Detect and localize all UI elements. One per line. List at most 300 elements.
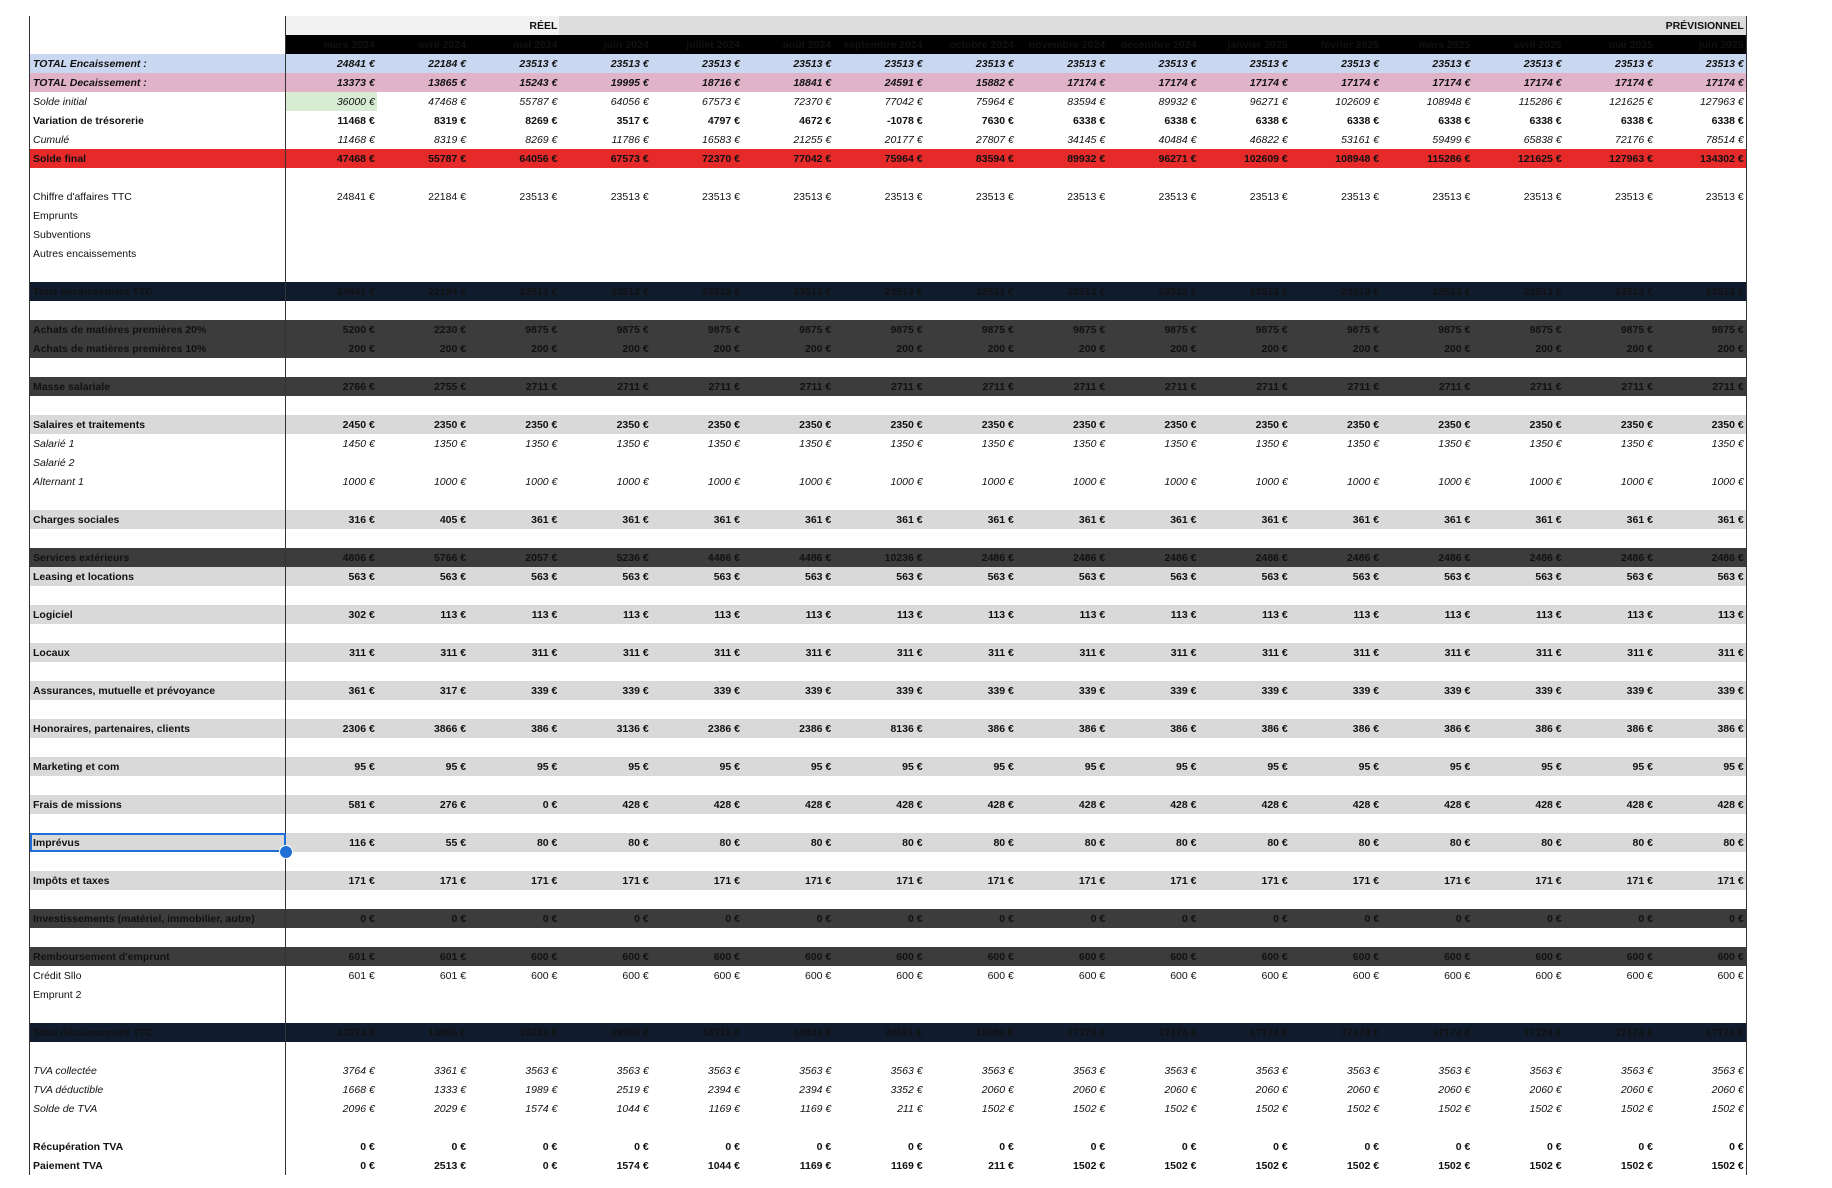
month-header[interactable]: juillet 2024 <box>651 35 742 54</box>
value-cell[interactable]: 2060 € <box>1620 1083 1653 1096</box>
value-cell[interactable]: 3563 € <box>981 1064 1014 1077</box>
value-cell[interactable] <box>1107 529 1198 548</box>
value-cell[interactable] <box>1472 1042 1563 1061</box>
value-cell[interactable] <box>1655 206 1746 225</box>
value-cell[interactable] <box>833 776 924 795</box>
row-label-cell[interactable]: Cumulé <box>30 130 286 149</box>
value-cell[interactable] <box>742 890 833 909</box>
value-cell[interactable]: 361 € <box>1016 510 1107 529</box>
value-cell[interactable]: 18716 € <box>651 1023 742 1042</box>
value-cell[interactable]: 428 € <box>1472 795 1563 814</box>
value-cell[interactable]: 1502 € <box>1438 1159 1471 1172</box>
value-cell[interactable] <box>1290 1004 1381 1023</box>
value-cell[interactable]: 600 € <box>1535 969 1562 982</box>
value-cell[interactable]: 1000 € <box>1529 475 1562 488</box>
value-cell[interactable]: 171 € <box>925 871 1016 890</box>
value-cell[interactable]: 17174 € <box>1016 73 1107 92</box>
value-cell[interactable] <box>1198 1004 1289 1023</box>
value-cell[interactable] <box>1381 244 1472 263</box>
value-cell[interactable]: 2350 € <box>377 415 468 434</box>
value-cell[interactable]: 108948 € <box>1426 95 1471 108</box>
value-cell[interactable]: 116 € <box>286 833 377 852</box>
value-cell[interactable]: 563 € <box>468 567 559 586</box>
value-cell[interactable] <box>1564 1118 1655 1137</box>
value-cell[interactable]: 311 € <box>1016 643 1107 662</box>
value-cell[interactable]: 200 € <box>1655 339 1746 358</box>
value-cell[interactable] <box>1198 244 1289 263</box>
value-cell[interactable] <box>1016 1118 1107 1137</box>
row-label-cell[interactable] <box>30 890 286 909</box>
value-cell[interactable]: 428 € <box>1016 795 1107 814</box>
value-cell[interactable]: 2350 € <box>742 415 833 434</box>
value-cell[interactable] <box>833 985 924 1004</box>
value-cell[interactable]: 2350 € <box>559 415 650 434</box>
value-cell[interactable] <box>559 928 650 947</box>
value-cell[interactable] <box>651 852 742 871</box>
value-cell[interactable] <box>1016 358 1107 377</box>
value-cell[interactable]: 1350 € <box>1164 437 1197 450</box>
value-cell[interactable]: 171 € <box>651 871 742 890</box>
value-cell[interactable] <box>1198 700 1289 719</box>
value-cell[interactable] <box>1107 586 1198 605</box>
value-cell[interactable] <box>1016 624 1107 643</box>
value-cell[interactable]: 23513 € <box>1341 190 1380 203</box>
value-cell[interactable] <box>742 776 833 795</box>
value-cell[interactable] <box>925 852 1016 871</box>
value-cell[interactable]: 339 € <box>1198 681 1289 700</box>
value-cell[interactable]: 9875 € <box>1472 320 1563 339</box>
value-cell[interactable] <box>1016 985 1107 1004</box>
value-cell[interactable] <box>925 206 1016 225</box>
value-cell[interactable]: 428 € <box>925 795 1016 814</box>
row-label-cell[interactable] <box>30 586 286 605</box>
row-label-cell[interactable]: Subventions <box>30 225 286 244</box>
value-cell[interactable]: 600 € <box>1016 947 1107 966</box>
value-cell[interactable]: 23513 € <box>1432 190 1471 203</box>
value-cell[interactable]: 1350 € <box>890 437 923 450</box>
value-cell[interactable]: 2711 € <box>742 377 833 396</box>
section-previsionnel[interactable]: PRÉVISIONNEL <box>559 16 1746 35</box>
value-cell[interactable]: 1502 € <box>1438 1102 1471 1115</box>
value-cell[interactable] <box>742 206 833 225</box>
value-cell[interactable]: 200 € <box>468 339 559 358</box>
value-cell[interactable] <box>559 1004 650 1023</box>
value-cell[interactable]: 8269 € <box>525 133 558 146</box>
value-cell[interactable]: 600 € <box>1198 947 1289 966</box>
value-cell[interactable] <box>1564 738 1655 757</box>
value-cell[interactable]: 17174 € <box>1472 73 1563 92</box>
value-cell[interactable]: 428 € <box>1107 795 1198 814</box>
value-cell[interactable]: 1169 € <box>799 1102 832 1115</box>
value-cell[interactable] <box>1655 700 1746 719</box>
value-cell[interactable]: 563 € <box>286 567 377 586</box>
value-cell[interactable]: 2060 € <box>1655 1080 1746 1099</box>
value-cell[interactable]: 171 € <box>1016 871 1107 890</box>
value-cell[interactable]: 1502 € <box>1164 1159 1197 1172</box>
value-cell[interactable]: 2486 € <box>1472 548 1563 567</box>
value-cell[interactable]: 2486 € <box>1016 548 1107 567</box>
value-cell[interactable] <box>1472 1118 1563 1137</box>
value-cell[interactable] <box>1655 396 1746 415</box>
value-cell[interactable] <box>651 662 742 681</box>
value-cell[interactable]: 2350 € <box>1564 415 1655 434</box>
row-label-cell[interactable]: Autres encaissements <box>30 244 286 263</box>
value-cell[interactable] <box>651 1118 742 1137</box>
value-cell[interactable]: 13865 € <box>377 1023 468 1042</box>
value-cell[interactable]: 1502 € <box>1529 1159 1562 1172</box>
value-cell[interactable]: 0 € <box>1455 1140 1471 1153</box>
value-cell[interactable]: 1350 € <box>1346 437 1380 450</box>
value-cell[interactable]: 80 € <box>925 833 1016 852</box>
value-cell[interactable]: 83594 € <box>1067 95 1106 108</box>
value-cell[interactable] <box>1107 1004 1198 1023</box>
value-cell[interactable]: 3361 € <box>433 1064 467 1077</box>
value-cell[interactable] <box>1472 168 1563 187</box>
value-cell[interactable] <box>1564 814 1655 833</box>
value-cell[interactable]: 1350 € <box>1255 437 1288 450</box>
row-label-cell[interactable]: Marketing et com <box>30 757 286 776</box>
value-cell[interactable] <box>1290 358 1381 377</box>
value-cell[interactable] <box>1016 738 1107 757</box>
value-cell[interactable]: 1350 € <box>981 437 1014 450</box>
value-cell[interactable] <box>1107 985 1198 1004</box>
value-cell[interactable]: 1502 € <box>981 1102 1014 1115</box>
month-header[interactable]: avril 2025 <box>1472 35 1563 54</box>
row-label-cell[interactable] <box>30 1004 286 1023</box>
row-label-cell[interactable]: Chiffre d'affaires TTC <box>30 187 286 206</box>
month-header-corner[interactable] <box>30 35 286 54</box>
value-cell[interactable] <box>651 491 742 510</box>
value-cell[interactable]: 23513 € <box>1381 54 1472 73</box>
value-cell[interactable] <box>1016 491 1107 510</box>
value-cell[interactable] <box>925 1004 1016 1023</box>
value-cell[interactable]: 95 € <box>925 757 1016 776</box>
value-cell[interactable] <box>286 852 377 871</box>
value-cell[interactable] <box>1472 263 1563 282</box>
value-cell[interactable]: 55787 € <box>519 95 558 108</box>
value-cell[interactable] <box>1107 624 1198 643</box>
value-cell[interactable]: 113 € <box>1655 605 1746 624</box>
value-cell[interactable] <box>1564 776 1655 795</box>
value-cell[interactable]: 23513 € <box>833 54 924 73</box>
value-cell[interactable] <box>286 206 377 225</box>
value-cell[interactable]: 9875 € <box>1198 320 1289 339</box>
value-cell[interactable]: 19995 € <box>559 73 650 92</box>
row-label-cell[interactable] <box>30 358 286 377</box>
value-cell[interactable] <box>286 738 377 757</box>
value-cell[interactable]: 1044 € <box>616 1102 649 1115</box>
value-cell[interactable]: 121625 € <box>1472 149 1563 168</box>
value-cell[interactable]: 0 € <box>1290 909 1381 928</box>
value-cell[interactable] <box>1290 662 1381 681</box>
value-cell[interactable]: 2394 € <box>799 1083 832 1096</box>
row-label-cell[interactable]: TVA collectée <box>30 1061 286 1080</box>
value-cell[interactable] <box>651 168 742 187</box>
value-cell[interactable] <box>1564 168 1655 187</box>
value-cell[interactable]: 3563 € <box>1655 1061 1746 1080</box>
value-cell[interactable]: 0 € <box>651 909 742 928</box>
value-cell[interactable] <box>925 358 1016 377</box>
value-cell[interactable] <box>1472 662 1563 681</box>
month-header[interactable]: septembre 2024 <box>833 35 924 54</box>
value-cell[interactable] <box>468 225 559 244</box>
value-cell[interactable]: 1000 € <box>433 475 467 488</box>
value-cell[interactable] <box>286 1042 377 1061</box>
value-cell[interactable]: 1502 € <box>1655 1156 1746 1175</box>
value-cell[interactable] <box>1564 586 1655 605</box>
value-cell[interactable]: 113 € <box>1381 605 1472 624</box>
value-cell[interactable]: 23513 € <box>651 54 742 73</box>
value-cell[interactable] <box>1381 263 1472 282</box>
value-cell[interactable]: 2230 € <box>377 320 468 339</box>
value-cell[interactable] <box>833 890 924 909</box>
value-cell[interactable]: 113 € <box>377 605 468 624</box>
row-label-cell[interactable]: Impôts et taxes <box>30 871 286 890</box>
month-header[interactable]: mars 2025 <box>1381 35 1472 54</box>
value-cell[interactable] <box>925 529 1016 548</box>
value-cell[interactable] <box>559 700 650 719</box>
value-cell[interactable]: 27807 € <box>975 133 1014 146</box>
value-cell[interactable]: 95 € <box>742 757 833 776</box>
value-cell[interactable]: 361 € <box>286 681 377 700</box>
value-cell[interactable]: 24841 € <box>336 190 375 203</box>
value-cell[interactable]: 127963 € <box>1564 149 1655 168</box>
value-cell[interactable]: 361 € <box>925 510 1016 529</box>
value-cell[interactable]: -1078 € <box>886 114 923 127</box>
value-cell[interactable] <box>742 985 833 1004</box>
value-cell[interactable]: 113 € <box>1198 605 1289 624</box>
value-cell[interactable] <box>1655 244 1746 263</box>
value-cell[interactable]: 1350 € <box>1655 434 1746 453</box>
value-cell[interactable] <box>1016 244 1107 263</box>
value-cell[interactable] <box>1016 1004 1107 1023</box>
value-cell[interactable] <box>286 928 377 947</box>
value-cell[interactable]: 0 € <box>559 909 650 928</box>
value-cell[interactable]: 302 € <box>286 605 377 624</box>
value-cell[interactable]: 4672 € <box>799 114 832 127</box>
value-cell[interactable]: 9875 € <box>1381 320 1472 339</box>
value-cell[interactable]: 428 € <box>833 795 924 814</box>
value-cell[interactable]: 121625 € <box>1609 95 1653 108</box>
value-cell[interactable]: 17174 € <box>1290 1023 1381 1042</box>
value-cell[interactable]: 95 € <box>651 757 742 776</box>
value-cell[interactable]: 2350 € <box>1290 415 1381 434</box>
value-cell[interactable] <box>833 453 924 472</box>
value-cell[interactable] <box>1107 814 1198 833</box>
value-cell[interactable] <box>1290 776 1381 795</box>
value-cell[interactable] <box>286 244 377 263</box>
value-cell[interactable]: 600 € <box>1261 969 1288 982</box>
value-cell[interactable] <box>1564 263 1655 282</box>
value-cell[interactable] <box>1198 985 1289 1004</box>
value-cell[interactable]: 23513 € <box>702 190 740 203</box>
value-cell[interactable] <box>1016 700 1107 719</box>
value-cell[interactable] <box>1107 301 1198 320</box>
value-cell[interactable]: 600 € <box>1655 966 1746 985</box>
value-cell[interactable]: 3136 € <box>559 719 650 738</box>
value-cell[interactable] <box>1564 453 1655 472</box>
value-cell[interactable]: 339 € <box>925 681 1016 700</box>
row-label-cell[interactable]: TOTAL Encaissement : <box>30 54 286 73</box>
value-cell[interactable]: 311 € <box>1290 643 1381 662</box>
value-cell[interactable] <box>1198 529 1289 548</box>
row-label-cell[interactable]: Variation de trésorerie <box>30 111 286 130</box>
value-cell[interactable]: 311 € <box>468 643 559 662</box>
row-label-cell[interactable]: Solde final <box>30 149 286 168</box>
value-cell[interactable]: 3563 € <box>707 1064 740 1077</box>
value-cell[interactable]: 361 € <box>1290 510 1381 529</box>
value-cell[interactable] <box>1564 244 1655 263</box>
value-cell[interactable] <box>1381 662 1472 681</box>
value-cell[interactable]: 1502 € <box>1620 1102 1653 1115</box>
value-cell[interactable]: 1668 € <box>342 1083 375 1096</box>
value-cell[interactable] <box>925 244 1016 263</box>
value-cell[interactable]: 23513 € <box>610 190 649 203</box>
value-cell[interactable] <box>1107 358 1198 377</box>
value-cell[interactable]: 2513 € <box>433 1159 467 1172</box>
value-cell[interactable] <box>1655 1042 1746 1061</box>
value-cell[interactable] <box>1472 491 1563 510</box>
value-cell[interactable] <box>1198 453 1289 472</box>
value-cell[interactable]: 3563 € <box>1620 1064 1653 1077</box>
row-label-cell[interactable] <box>30 301 286 320</box>
value-cell[interactable]: 80 € <box>1290 833 1381 852</box>
value-cell[interactable]: 600 € <box>1444 969 1471 982</box>
value-cell[interactable] <box>286 396 377 415</box>
value-cell[interactable]: 0 € <box>1107 909 1198 928</box>
value-cell[interactable] <box>925 814 1016 833</box>
value-cell[interactable]: 1989 € <box>525 1083 558 1096</box>
value-cell[interactable]: 2386 € <box>651 719 742 738</box>
value-cell[interactable] <box>559 396 650 415</box>
value-cell[interactable] <box>1290 263 1381 282</box>
value-cell[interactable]: 23513 € <box>651 282 742 301</box>
value-cell[interactable]: 600 € <box>987 969 1014 982</box>
value-cell[interactable]: 0 € <box>1564 909 1655 928</box>
value-cell[interactable]: 95 € <box>559 757 650 776</box>
value-cell[interactable]: 34145 € <box>1067 133 1106 146</box>
value-cell[interactable] <box>925 624 1016 643</box>
value-cell[interactable]: 2711 € <box>1381 377 1472 396</box>
value-cell[interactable]: 0 € <box>286 909 377 928</box>
value-cell[interactable]: 311 € <box>1564 643 1655 662</box>
value-cell[interactable] <box>833 225 924 244</box>
value-cell[interactable] <box>1655 263 1746 282</box>
value-cell[interactable]: 200 € <box>742 339 833 358</box>
value-cell[interactable]: 55787 € <box>377 149 468 168</box>
value-cell[interactable] <box>833 586 924 605</box>
value-cell[interactable]: 1350 € <box>799 437 832 450</box>
value-cell[interactable] <box>1290 586 1381 605</box>
value-cell[interactable]: 428 € <box>1564 795 1655 814</box>
month-header[interactable]: août 2024 <box>742 35 833 54</box>
value-cell[interactable] <box>1381 225 1472 244</box>
value-cell[interactable]: 80 € <box>1472 833 1563 852</box>
value-cell[interactable] <box>468 168 559 187</box>
value-cell[interactable]: 339 € <box>1016 681 1107 700</box>
value-cell[interactable]: 200 € <box>559 339 650 358</box>
row-label-cell[interactable] <box>30 1042 286 1061</box>
value-cell[interactable]: 0 € <box>542 1159 558 1172</box>
row-label-cell[interactable] <box>30 624 286 643</box>
value-cell[interactable]: 563 € <box>1107 567 1198 586</box>
value-cell[interactable]: 3563 € <box>525 1064 558 1077</box>
value-cell[interactable] <box>833 1042 924 1061</box>
value-cell[interactable]: 6338 € <box>1529 114 1562 127</box>
value-cell[interactable]: 23513 € <box>1472 54 1563 73</box>
month-header[interactable]: janvier 2025 <box>1198 35 1289 54</box>
month-header[interactable]: juin 2024 <box>559 35 650 54</box>
value-cell[interactable] <box>559 890 650 909</box>
value-cell[interactable]: 3563 € <box>1073 1064 1106 1077</box>
value-cell[interactable]: 47468 € <box>428 95 467 108</box>
value-cell[interactable] <box>833 852 924 871</box>
value-cell[interactable] <box>559 738 650 757</box>
value-cell[interactable] <box>377 225 468 244</box>
value-cell[interactable]: 1350 € <box>707 437 740 450</box>
value-cell[interactable]: 2350 € <box>925 415 1016 434</box>
value-cell[interactable]: 601 € <box>348 969 375 982</box>
value-cell[interactable] <box>468 244 559 263</box>
value-cell[interactable]: 600 € <box>1352 969 1380 982</box>
value-cell[interactable] <box>1655 529 1746 548</box>
value-cell[interactable]: 2060 € <box>1529 1083 1562 1096</box>
value-cell[interactable]: 601 € <box>286 947 377 966</box>
value-cell[interactable]: 72370 € <box>651 149 742 168</box>
value-cell[interactable] <box>1381 529 1472 548</box>
value-cell[interactable]: 339 € <box>559 681 650 700</box>
value-cell[interactable]: 0 € <box>907 1140 923 1153</box>
value-cell[interactable] <box>742 301 833 320</box>
value-cell[interactable]: 361 € <box>833 510 924 529</box>
value-cell[interactable]: 9875 € <box>559 320 650 339</box>
value-cell[interactable] <box>651 985 742 1004</box>
value-cell[interactable]: 22184 € <box>377 282 468 301</box>
value-cell[interactable] <box>286 890 377 909</box>
value-cell[interactable] <box>559 206 650 225</box>
value-cell[interactable] <box>651 700 742 719</box>
value-cell[interactable] <box>1655 586 1746 605</box>
value-cell[interactable] <box>833 244 924 263</box>
value-cell[interactable]: 2766 € <box>286 377 377 396</box>
value-cell[interactable]: 361 € <box>468 510 559 529</box>
value-cell[interactable] <box>286 985 377 1004</box>
value-cell[interactable]: 8136 € <box>833 719 924 738</box>
value-cell[interactable] <box>559 358 650 377</box>
value-cell[interactable]: 75964 € <box>975 95 1014 108</box>
value-cell[interactable]: 171 € <box>377 871 468 890</box>
value-cell[interactable] <box>468 491 559 510</box>
value-cell[interactable]: 23513 € <box>1249 190 1288 203</box>
value-cell[interactable] <box>468 301 559 320</box>
value-cell[interactable] <box>742 1004 833 1023</box>
value-cell[interactable] <box>925 396 1016 415</box>
value-cell[interactable] <box>286 586 377 605</box>
value-cell[interactable] <box>1655 491 1746 510</box>
value-cell[interactable]: 1350 € <box>433 437 467 450</box>
value-cell[interactable]: 1502 € <box>1073 1102 1106 1115</box>
value-cell[interactable] <box>742 586 833 605</box>
value-cell[interactable]: 600 € <box>531 969 558 982</box>
value-cell[interactable]: 8319 € <box>433 133 467 146</box>
value-cell[interactable]: 428 € <box>1655 795 1746 814</box>
value-cell[interactable] <box>286 225 377 244</box>
value-cell[interactable]: 1169 € <box>891 1159 923 1172</box>
value-cell[interactable]: 1502 € <box>1255 1102 1288 1115</box>
value-cell[interactable]: 311 € <box>1472 643 1563 662</box>
value-cell[interactable]: 3764 € <box>342 1064 375 1077</box>
value-cell[interactable]: 0 € <box>725 1140 740 1153</box>
